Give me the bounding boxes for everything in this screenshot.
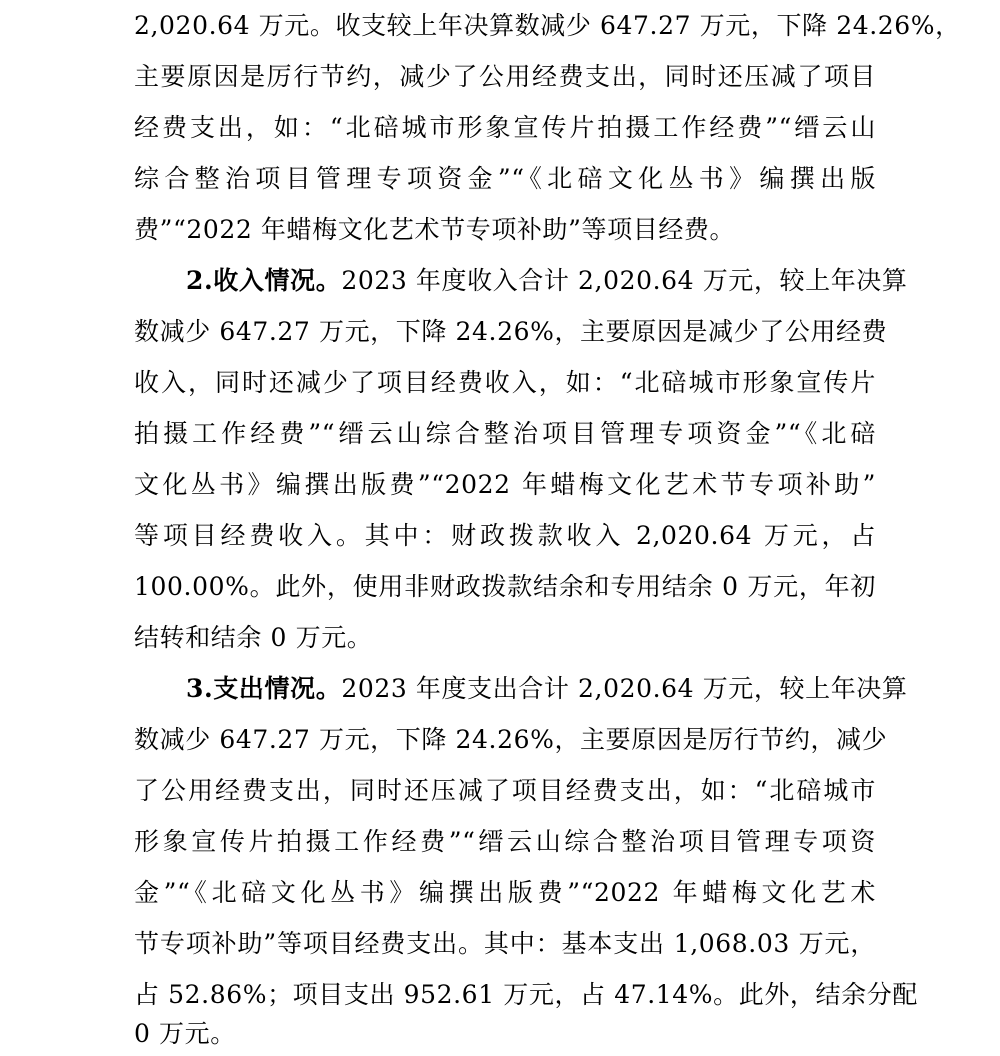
- text-line: 2,020.64 万元。收支较上年决算数减少 647.27 万元，下降 24.26%，: [134, 11, 961, 40]
- text-line: 占 52.86%；项目支出 952.61 万元，占 47.14%。此外，结余分配: [134, 980, 918, 1009]
- text-line: 数减少 647.27 万元，下降 24.26%，主要原因是减少了公用经费: [134, 317, 888, 346]
- text-line: 形象宣传片拍摄工作经费”“缙云山综合整治项目管理专项资: [134, 827, 876, 856]
- text-line: 节专项补助”等项目经费支出。其中：基本支出 1,068.03 万元，: [134, 929, 876, 958]
- text-line: 主要原因是厉行节约，减少了公用经费支出，同时还压减了项目: [134, 62, 876, 91]
- text-line: 金”“《北碚文化丛书》编撰出版费”“2022 年蜡梅文化艺术: [134, 878, 876, 907]
- text-line: 结转和结余 0 万元。: [134, 623, 373, 652]
- section-heading-expenditure: 3.支出情况。: [186, 674, 342, 703]
- text-line: 综合整治项目管理专项资金”“《北碚文化丛书》编撰出版: [134, 164, 876, 193]
- text-line: 收入，同时还减少了项目经费收入，如：“北碚城市形象宣传片: [134, 368, 876, 397]
- text-line: 100.00%。此外，使用非财政拨款结余和专用结余 0 万元，年初: [134, 572, 876, 601]
- section-heading-income: 2.收入情况。: [186, 266, 342, 295]
- text-line: 0 万元。: [134, 1019, 236, 1048]
- text-line: 经费支出，如：“北碚城市形象宣传片拍摄工作经费”“缙云山: [134, 113, 876, 142]
- text-line: 了公用经费支出，同时还压减了项目经费支出，如：“北碚城市: [134, 776, 876, 805]
- text-line: 数减少 647.27 万元，下降 24.26%，主要原因是厉行节约，减少: [134, 725, 888, 754]
- text-line: 文化丛书》编撰出版费”“2022 年蜡梅文化艺术节专项补助”: [134, 470, 876, 499]
- text-line: 等项目经费收入。其中：财政拨款收入 2,020.64 万元，占: [134, 521, 876, 550]
- text-run: 2023 年度收入合计 2,020.64 万元，较上年决算: [341, 266, 908, 295]
- text-run: 2023 年度支出合计 2,020.64 万元，较上年决算: [341, 674, 908, 703]
- text-line: 费”“2022 年蜡梅文化艺术节专项补助”等项目经费。: [134, 215, 736, 244]
- text-line: [186, 261, 908, 301]
- text-line: 拍摄工作经费”“缙云山综合整治项目管理专项资金”“《北碚: [134, 419, 876, 448]
- text-line: [186, 669, 908, 709]
